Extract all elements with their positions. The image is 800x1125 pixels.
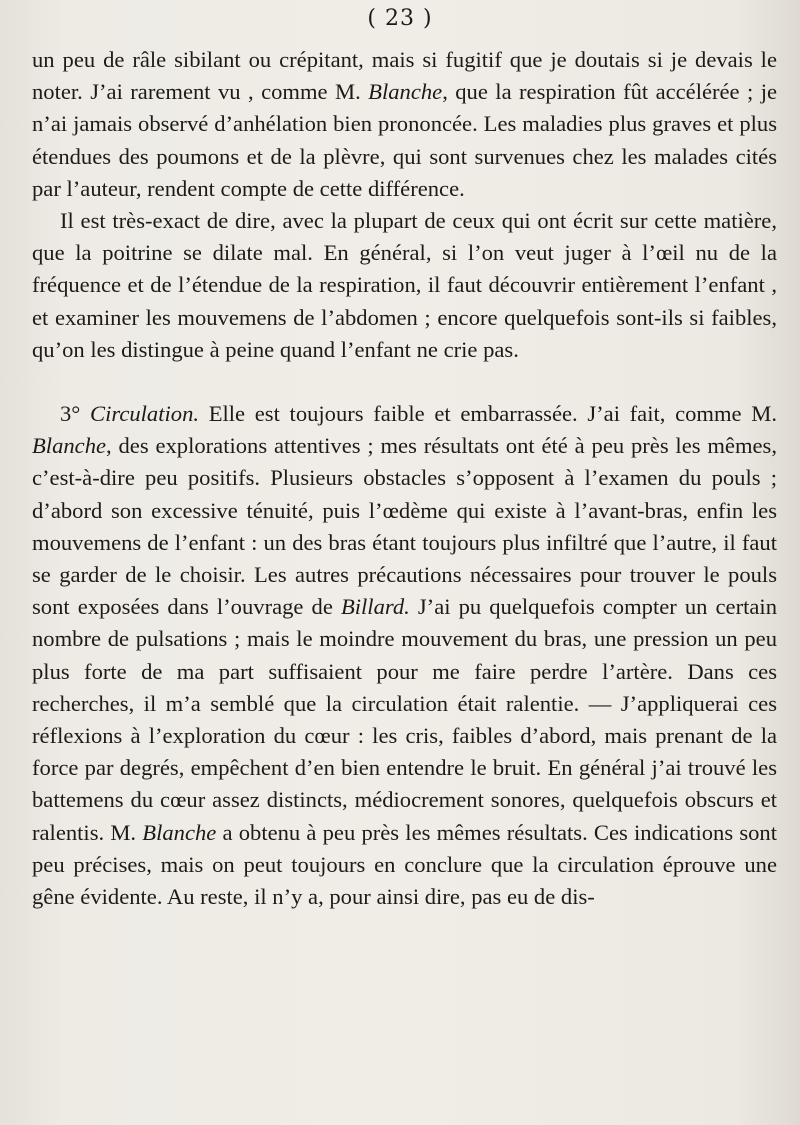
paragraph-1	[32, 44, 777, 205]
italic-run: Blanche	[32, 433, 107, 459]
text-run: 3°	[60, 401, 91, 427]
text-run: un peu de râle sibilant ou crépitant, mais si fugitif que je doutais si je devais le noter. J’ai rarement vu , comme M.	[32, 47, 777, 105]
italic-run: Circulation.	[90, 401, 200, 427]
italic-run: Billard.	[340, 594, 410, 620]
text-run: , que la respiration fût accélérée ; je n’ai jamais observé d’anhélation bien prononcée. Les maladies plus graves et plus étendues des poumons et de la plèvre, qui sont survenues chez les malades cités par l’auteur, rendent compte de cette différence.	[32, 79, 777, 201]
paragraph-gap	[32, 366, 777, 398]
text-run: a obtenu à peu près les mêmes résultats. Ces indications sont peu précises, mais on peut toujours en conclure que la circulation éprouve une gêne évidente. Au reste, il n’y a, pour ainsi dire, pas eu de dis-	[32, 819, 777, 910]
paragraph-2	[32, 205, 777, 366]
paragraph-3	[32, 398, 777, 913]
text-run: Elle est toujours faible et embarrassée. J’ai fait, comme M.	[199, 401, 777, 427]
text-run: J’ai pu quelquefois compter un certain nombre de pulsations ; mais le moindre mouvement du bras, une pression un peu plus forte de ma part suffisaient pour me faire perdre l’artère. Dans ces recherches, il m’a semblé que la circulation était ralentie. — J’appliquerai ces réflexions à l’exploration du cœur : les cris, faibles d’abord, mais prenant de la force par degrés, empêchent d’en bien entendre le bruit. En général j’ai trouvé les battemens du cœur assez distincts, médiocrement sonores, quelquefois obscurs et ralentis. M.	[32, 594, 777, 845]
text-run: , des explorations attentives ; mes résultats ont été à peu près les mêmes, c’est-à-dire peu positifs. Plusieurs obstacles s’opposent à l’examen du pouls ; d’abord son excessive ténuité, puis l’œdème qui existe à l’avant-bras, enfin les mouvemens de l’enfant : un des bras étant toujours plus infiltré que l’autre, il faut se garder de le choisir. Les autres précautions nécessaires pour trouver le pouls sont exposées dans l’ouvrage de	[32, 433, 777, 620]
body-text	[32, 44, 777, 913]
italic-run: Blanche	[142, 819, 217, 845]
page-number: ( 23 )	[367, 6, 433, 31]
text-run: Il est très-exact de dire, avec la plupart de ceux qui ont écrit sur cette matière, que la poitrine se dilate mal. En général, si l’on veut juger à l’œil nu de la fréquence et de l’étendue de la respiration, il faut découvrir entièrement l’enfant , et examiner les mouvemens de l’abdomen ; encore quelquefois sont-ils si faibles, qu’on les distingue à peine quand l’enfant ne crie pas.	[32, 208, 777, 362]
italic-run: Blanche	[368, 79, 443, 105]
